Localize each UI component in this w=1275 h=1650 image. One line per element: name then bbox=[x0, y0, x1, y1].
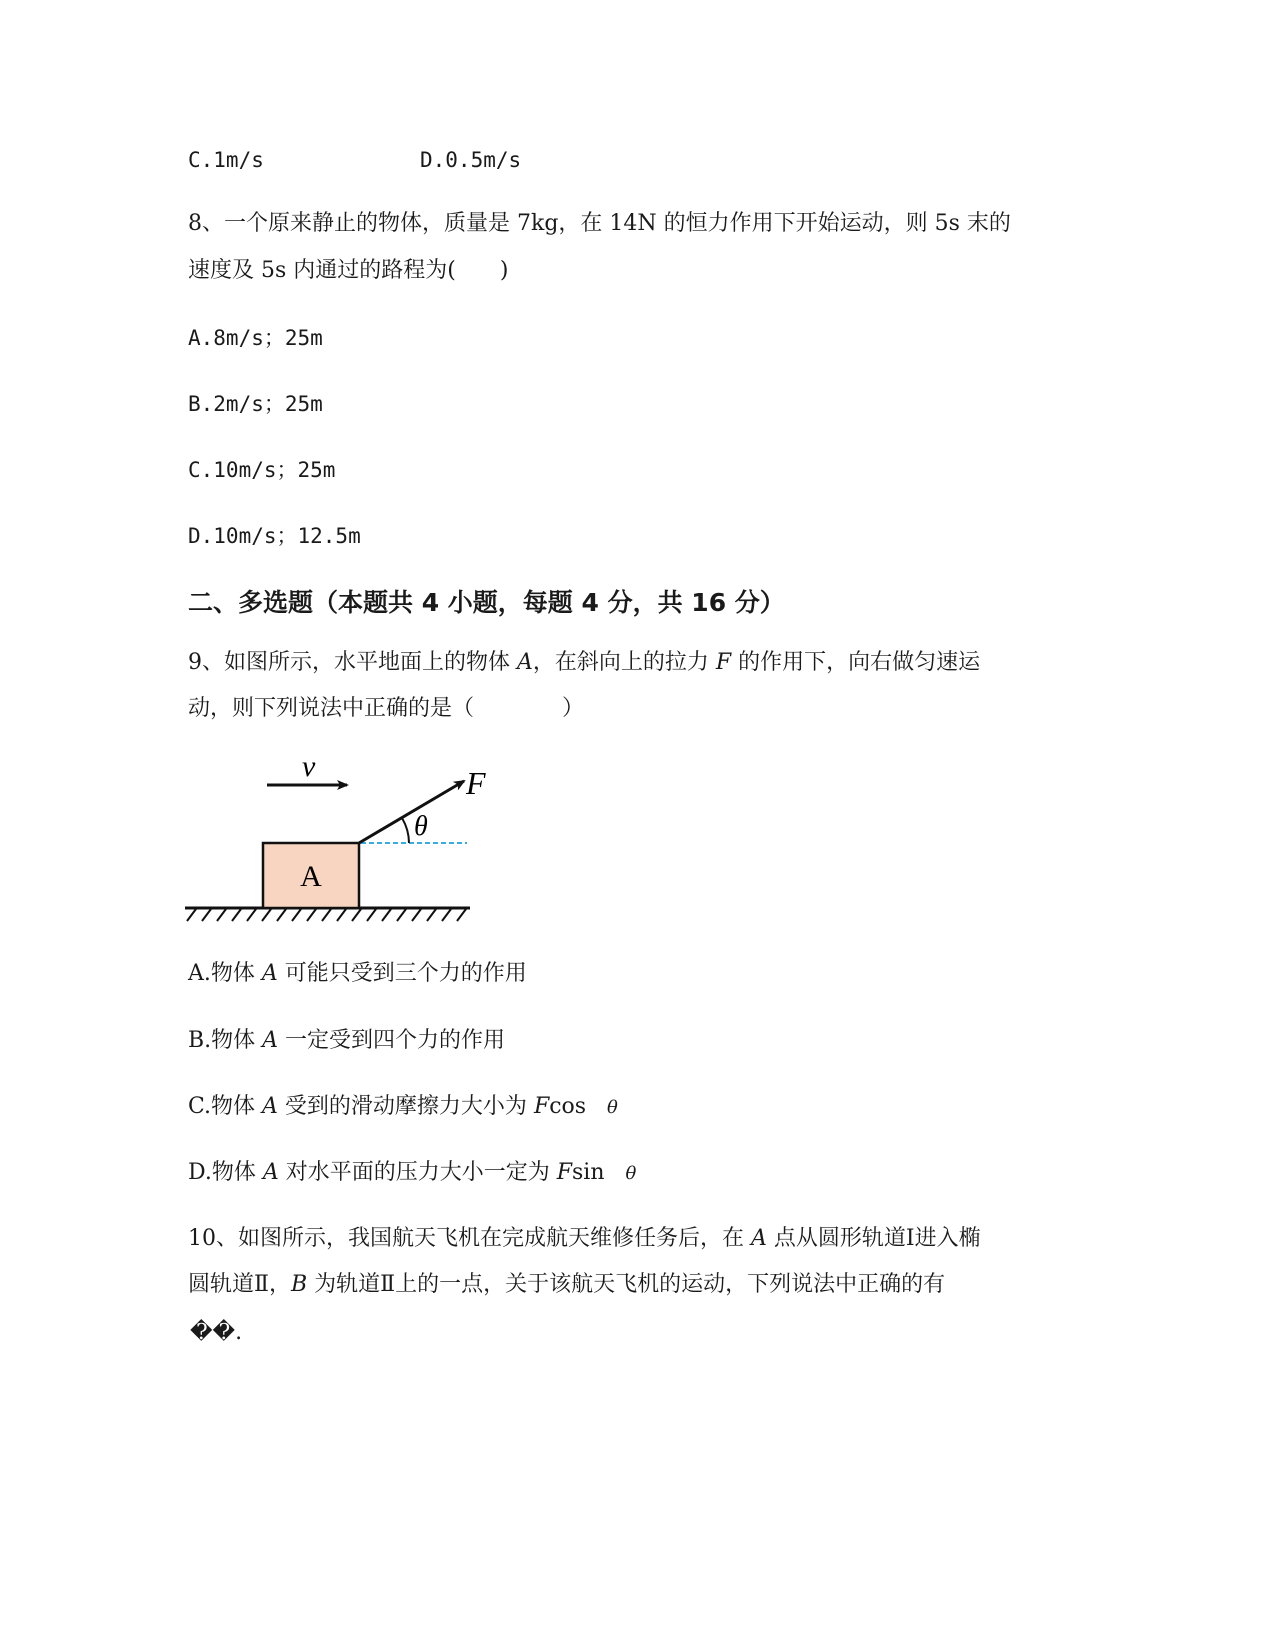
q10-text-line-3: ��. bbox=[190, 1320, 243, 1345]
q8-text-line-1: 8、一个原来静止的物体，质量是 7kg，在 14N 的恒力作用下开始运动，则 5s 末的 bbox=[188, 211, 1011, 236]
q10-text-part: 为轨道Ⅱ上的一点，关于该航天飞机的运动，下列说法中正确的有 bbox=[307, 1272, 946, 1297]
ground-hatching bbox=[187, 909, 466, 921]
q9-option-a bbox=[188, 963, 527, 985]
option-prefix: B.物体 bbox=[188, 1028, 263, 1053]
force-label: F bbox=[466, 765, 486, 801]
q10-text-part: 圆轨道Ⅱ， bbox=[188, 1272, 291, 1297]
q9-text-line-2: 动，则下列说法中正确的是（ ） bbox=[188, 696, 585, 721]
hatch-mark bbox=[412, 909, 421, 921]
q7-option-d: D.0.5m/s bbox=[420, 148, 522, 172]
q8-option-c: C.10m/s；25m bbox=[188, 458, 336, 482]
option-text: 对水平面的压力大小一定为 bbox=[278, 1160, 557, 1185]
q9-text-part: 的作用下，向右做匀速运 bbox=[731, 650, 981, 675]
hatch-mark bbox=[427, 909, 436, 921]
option-var: A bbox=[262, 1094, 278, 1119]
q9-var-f: F bbox=[715, 650, 732, 675]
q8-option-a: A.8m/s；25m bbox=[188, 326, 323, 350]
force-arrow bbox=[359, 781, 464, 843]
hatch-mark bbox=[397, 909, 406, 921]
q10-var-a: A bbox=[751, 1226, 767, 1251]
option-text: 一定受到四个力的作用 bbox=[278, 1028, 506, 1053]
formula-fn: cos bbox=[549, 1094, 587, 1119]
hatch-mark bbox=[457, 909, 466, 921]
hatch-mark bbox=[307, 909, 316, 921]
formula-var: F bbox=[533, 1094, 550, 1119]
q7-option-c: C.1m/s bbox=[188, 148, 264, 172]
hatch-mark bbox=[277, 909, 286, 921]
option-var: A bbox=[262, 1160, 279, 1185]
q10-var-b: B bbox=[290, 1272, 308, 1297]
q9-option-c bbox=[188, 1096, 618, 1118]
hatch-mark bbox=[247, 909, 256, 921]
hatch-mark bbox=[292, 909, 301, 921]
q9-figure bbox=[180, 752, 490, 927]
option-var: A bbox=[261, 961, 278, 986]
option-text: 可能只受到三个力的作用 bbox=[277, 961, 527, 986]
q9-option-d bbox=[188, 1162, 636, 1184]
hatch-mark bbox=[337, 909, 346, 921]
q10-text-line-2 bbox=[188, 1274, 945, 1296]
formula-angle: θ bbox=[625, 1163, 637, 1184]
hatch-mark bbox=[232, 909, 241, 921]
option-var: A bbox=[262, 1028, 279, 1053]
q9-text-line-1 bbox=[188, 652, 980, 674]
q9-text-part: 9、如图所示，水平地面上的物体 bbox=[188, 650, 517, 675]
section-heading: 二、多选题（本题共 4 小题，每题 4 分，共 16 分） bbox=[188, 588, 785, 617]
option-prefix: D.物体 bbox=[188, 1160, 263, 1185]
q8-option-b: B.2m/s；25m bbox=[188, 392, 323, 416]
q10-text-line-1 bbox=[188, 1228, 981, 1250]
hatch-mark bbox=[352, 909, 361, 921]
option-text: 受到的滑动摩擦力大小为 bbox=[277, 1094, 534, 1119]
hatch-mark bbox=[367, 909, 376, 921]
formula-fn: sin bbox=[572, 1160, 605, 1185]
formula-var: F bbox=[556, 1160, 572, 1185]
hatch-mark bbox=[262, 909, 271, 921]
q9-text-part: ，在斜向上的拉力 bbox=[532, 650, 716, 675]
q10-text-part: 10、如图所示，我国航天飞机在完成航天维修任务后，在 bbox=[188, 1226, 751, 1251]
angle-label: θ bbox=[414, 811, 428, 842]
velocity-label: v bbox=[302, 752, 316, 783]
hatch-mark bbox=[217, 909, 226, 921]
angle-arc bbox=[402, 818, 409, 843]
option-prefix: A.物体 bbox=[188, 961, 262, 986]
hatch-mark bbox=[322, 909, 331, 921]
q8-text-line-2: 速度及 5s 内通过的路程为( ) bbox=[188, 258, 509, 283]
hatch-mark bbox=[187, 909, 196, 921]
hatch-mark bbox=[442, 909, 451, 921]
q10-text-part: 点从圆形轨道Ⅰ进入椭 bbox=[766, 1226, 981, 1251]
q8-option-d: D.10m/s；12.5m bbox=[188, 524, 361, 548]
formula-angle: θ bbox=[607, 1097, 618, 1118]
q9-var-a: A bbox=[517, 650, 533, 675]
block-label: A bbox=[300, 860, 322, 893]
q9-option-b bbox=[188, 1030, 505, 1052]
hatch-mark bbox=[202, 909, 211, 921]
option-prefix: C.物体 bbox=[188, 1094, 263, 1119]
hatch-mark bbox=[382, 909, 391, 921]
